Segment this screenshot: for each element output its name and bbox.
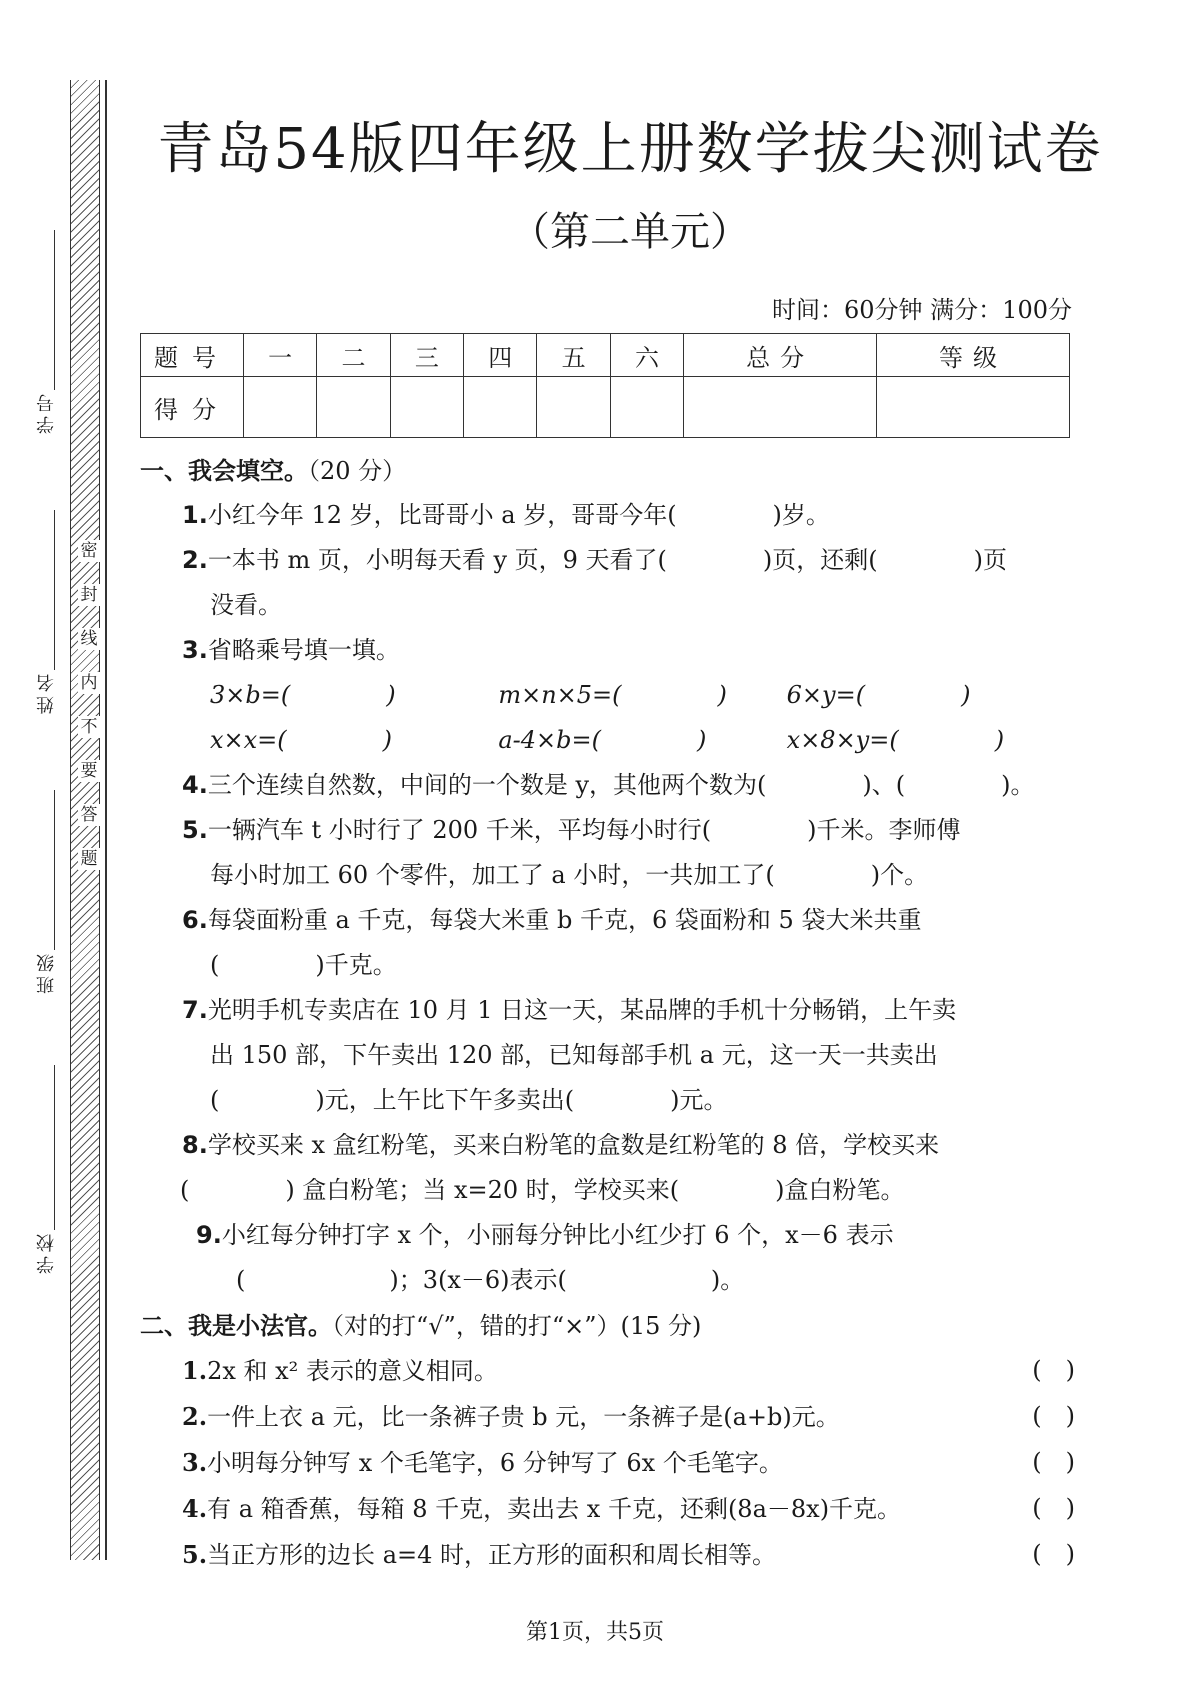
score-cell[interactable]: [537, 377, 610, 438]
seal-warning: [78, 540, 100, 870]
student-id-field[interactable]: [30, 230, 64, 434]
warning-char: 要: [78, 760, 100, 782]
question-3: [182, 628, 1075, 673]
judge-text-wrap: [182, 1486, 901, 1532]
judge-item: [182, 1394, 1075, 1440]
name-label: 姓名: [36, 670, 57, 714]
section-1-title: 一、我会填空。: [140, 456, 308, 485]
judge-text-wrap: [182, 1394, 840, 1440]
question-6-cont: ( )千克。: [210, 951, 397, 979]
blank-item: m×n×5=( ): [498, 681, 727, 709]
judge-item: [182, 1532, 1075, 1578]
student-id-line: [54, 230, 55, 390]
score-header-cell: 总分: [684, 334, 877, 377]
question-5: [182, 808, 1075, 853]
exam-content: [140, 448, 1075, 1578]
blank-item: a-4×b=( ): [498, 726, 707, 754]
answer-bracket[interactable]: ( ): [1032, 1356, 1075, 1384]
page-number: 第1页，共5页: [526, 1620, 664, 1645]
judge-text: 2x 和 x² 表示的意义相同。: [207, 1357, 498, 1385]
score-cell[interactable]: [610, 377, 683, 438]
question-number: 4.: [182, 1494, 208, 1523]
score-cell[interactable]: [464, 377, 537, 438]
judge-text: 有 a 箱香蕉，每箱 8 千克，卖出去 x 千克，还剩(8a－8x)千克。: [207, 1495, 902, 1523]
question-4: [182, 763, 1075, 808]
judge-text: 小明每分钟写 x 个毛笔字，6 分钟写了 6x 个毛笔字。: [207, 1449, 783, 1477]
question-9-cont: ( )；3(x－6)表示( )。: [236, 1266, 745, 1294]
question-text: 三个连续自然数，中间的一个数是 y，其他两个数为( )、( )。: [207, 771, 1035, 799]
warning-char: 封: [78, 584, 100, 606]
score-header-row: [141, 334, 1070, 377]
score-cell[interactable]: [244, 377, 317, 438]
section-2-heading: [140, 1303, 1075, 1348]
section-1-points: （20 分）: [308, 457, 407, 485]
question-2-cont: 没看。: [210, 591, 282, 619]
question-text: 学校买来 x 盒红粉笔，买来白粉笔的盒数是红粉笔的 8 倍，学校买来: [207, 1131, 940, 1159]
blank-item: 3×b=( ): [210, 681, 396, 709]
question-text: 每袋面粉重 a 千克，每袋大米重 b 千克，6 袋面粉和 5 袋大米共重: [207, 906, 922, 934]
answer-bracket[interactable]: ( ): [1032, 1448, 1075, 1476]
school-label: 学校: [36, 1230, 57, 1274]
judge-text-wrap: [182, 1440, 783, 1486]
score-row-label: 得分: [141, 377, 244, 438]
question-9: [196, 1213, 1075, 1258]
judge-text-wrap: [182, 1348, 498, 1394]
exam-meta: 时间：60分钟 满分：100分: [772, 296, 1072, 324]
binding-margin: [0, 0, 110, 1682]
score-table: [140, 333, 1070, 438]
question-number: 6.: [182, 906, 208, 934]
question-text: 一辆汽车 t 小时行了 200 千米，平均每小时行( )千米。李师傅: [207, 816, 961, 844]
question-5-cont: 每小时加工 60 个零件，加工了 a 小时，一共加工了( )个。: [210, 861, 929, 889]
blank-item: x×x=( ): [210, 726, 393, 754]
question-3-row-2: [140, 718, 1075, 763]
warning-char: 不: [78, 716, 100, 738]
question-number: 7.: [182, 996, 208, 1024]
question-1: [182, 493, 1075, 538]
question-7-cont: 出 150 部，下午卖出 120 部，已知每部手机 a 元，这一天一共卖出: [210, 1041, 938, 1069]
score-header-cell: 三: [390, 334, 463, 377]
answer-bracket[interactable]: ( ): [1032, 1540, 1075, 1568]
cut-line: [105, 80, 107, 1560]
score-cell[interactable]: [390, 377, 463, 438]
score-header-cell: 六: [610, 334, 683, 377]
page-title: 青岛54版四年级上册数学拔尖测试卷: [157, 117, 1103, 182]
judge-text: 当正方形的边长 a=4 时，正方形的面积和周长相等。: [207, 1541, 777, 1569]
name-line: [54, 510, 55, 670]
section-2-points: （对的打“√”，错的打“×”）(15 分): [332, 1312, 702, 1340]
score-header-cell: 五: [537, 334, 610, 377]
warning-char: 线: [78, 628, 100, 650]
warning-char: 题: [78, 848, 100, 870]
question-number: 5.: [182, 816, 208, 844]
school-field[interactable]: [30, 1065, 64, 1274]
question-text: 省略乘号填一填。: [207, 636, 400, 664]
question-text: 小红每分钟打字 x 个，小丽每分钟比小红少打 6 个，x－6 表示: [221, 1221, 894, 1249]
question-8: [182, 1123, 1075, 1168]
class-line: [54, 790, 55, 950]
question-text: 光明手机专卖店在 10 月 1 日这一天，某品牌的手机十分畅销，上午卖: [207, 996, 957, 1024]
score-cell[interactable]: [317, 377, 390, 438]
name-field[interactable]: [30, 510, 64, 714]
score-header-cell: 题号: [141, 334, 244, 377]
class-field[interactable]: [30, 790, 64, 994]
question-number: 9.: [196, 1221, 222, 1249]
question-number: 3.: [182, 636, 208, 664]
question-text: 一本书 m 页，小明每天看 y 页，9 天看了( )页，还剩( )页: [207, 546, 1008, 574]
score-cell[interactable]: [684, 377, 877, 438]
section-1-heading: [140, 448, 1075, 493]
judge-text-wrap: [182, 1532, 776, 1578]
judge-item: [182, 1486, 1075, 1532]
question-3-row-1: [140, 673, 1075, 718]
question-7-cont-2: ( )元，上午比下午多卖出( )元。: [210, 1086, 728, 1114]
warning-char: 答: [78, 804, 100, 826]
question-number: 1.: [182, 1356, 208, 1385]
question-6: [182, 898, 1075, 943]
class-label: 班级: [36, 950, 57, 994]
warning-char: 密: [78, 540, 100, 562]
answer-bracket[interactable]: ( ): [1032, 1402, 1075, 1430]
question-8-cont: ( ) 盒白粉笔；当 x=20 时，学校买来( )盒白粉笔。: [180, 1176, 905, 1204]
blank-item: x×8×y=( ): [786, 726, 1005, 754]
question-number: 8.: [182, 1131, 208, 1159]
question-number: 2.: [182, 546, 208, 574]
question-number: 5.: [182, 1540, 208, 1569]
question-number: 2.: [182, 1402, 208, 1431]
question-number: 1.: [182, 501, 208, 529]
blank-item: 6×y=( ): [786, 681, 971, 709]
student-id-label: 学号: [36, 390, 57, 434]
question-2: [182, 538, 1075, 583]
judge-text: 一件上衣 a 元，比一条裤子贵 b 元，一条裤子是(a+b)元。: [207, 1403, 840, 1431]
question-number: 3.: [182, 1448, 208, 1477]
answer-bracket[interactable]: ( ): [1032, 1494, 1075, 1522]
page-subtitle: （第二单元）: [510, 209, 750, 255]
judge-item: [182, 1348, 1075, 1394]
score-header-cell: 一: [244, 334, 317, 377]
question-number: 4.: [182, 771, 208, 799]
judge-item: [182, 1440, 1075, 1486]
score-row: [141, 377, 1070, 438]
question-7: [182, 988, 1075, 1033]
score-header-cell: 等级: [877, 334, 1070, 377]
score-header-cell: 二: [317, 334, 390, 377]
question-text: 小红今年 12 岁，比哥哥小 a 岁，哥哥今年( )岁。: [207, 501, 830, 529]
score-cell[interactable]: [877, 377, 1070, 438]
section-2-title: 二、我是小法官。: [140, 1311, 332, 1340]
school-line: [54, 1065, 55, 1230]
warning-char: 内: [78, 672, 100, 694]
score-header-cell: 四: [464, 334, 537, 377]
